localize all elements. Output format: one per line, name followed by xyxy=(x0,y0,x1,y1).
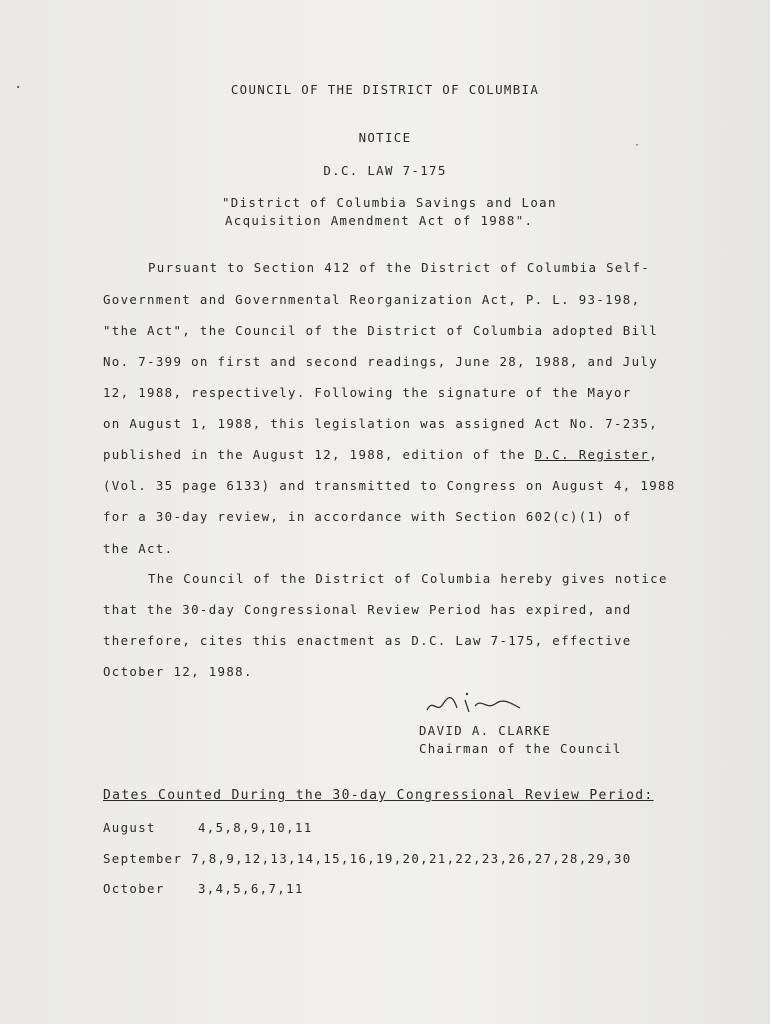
dates-row-september xyxy=(103,851,632,866)
scan-speck: · xyxy=(14,80,23,96)
month-label: August xyxy=(103,820,156,835)
paragraph-1-line-1: Pursuant to Section 412 of the District of Columbia Self- xyxy=(148,260,651,275)
paragraph-1-line-7 xyxy=(103,447,658,462)
notice-heading: NOTICE xyxy=(358,130,412,145)
paragraph-1-line-2: Government and Governmental Reorganization Act, P. L. 93-198, xyxy=(103,292,641,307)
dates-heading: Dates Counted During the 30-day Congressional Review Period: xyxy=(103,788,654,803)
paragraph-1-line-6: on August 1, 1988, this legislation was assigned Act No. 7-235, xyxy=(103,416,659,431)
act-title-line-2: Acquisition Amendment Act of 1988". xyxy=(225,213,534,228)
days-list: 3,4,5,6,7,11 xyxy=(198,881,304,896)
signatory-name: DAVID A. CLARKE xyxy=(419,723,552,738)
month-label: September xyxy=(103,851,183,866)
paragraph-2-line-4: October 12, 1988. xyxy=(103,664,253,679)
paragraph-1-line-8: (Vol. 35 page 6133) and transmitted to Congress on August 4, 1988 xyxy=(103,478,676,493)
published-text: published in the August 12, 1988, edition of the xyxy=(103,447,535,462)
dates-row-august xyxy=(103,820,313,835)
act-title-line-1: "District of Columbia Savings and Loan xyxy=(222,195,557,210)
scan-speck: · xyxy=(634,140,641,151)
dc-register-underlined: D.C. Register xyxy=(534,447,650,462)
days-list: 7,8,9,12,13,14,15,16,19,20,21,22,23,26,27,28,29,30 xyxy=(191,851,632,866)
paragraph-2-line-2: that the 30-day Congressional Review Period has expired, and xyxy=(103,602,632,617)
paragraph-2-line-3: therefore, cites this enactment as D.C. Law 7-175, effective xyxy=(103,633,632,648)
paragraph-1-line-5: 12, 1988, respectively. Following the signature of the Mayor xyxy=(103,385,632,400)
signatory-title: Chairman of the Council xyxy=(419,741,622,756)
paragraph-1-line-10: the Act. xyxy=(103,541,174,556)
month-label: October xyxy=(103,881,165,896)
handwritten-signature xyxy=(425,690,535,720)
paragraph-1-line-4: No. 7-399 on first and second readings, June 28, 1988, and July xyxy=(103,354,659,369)
law-number: D.C. LAW 7-175 xyxy=(323,163,447,178)
council-heading: COUNCIL OF THE DISTRICT OF COLUMBIA xyxy=(230,82,540,97)
paragraph-1-line-9: for a 30-day review, in accordance with Section 602(c)(1) of xyxy=(103,509,632,524)
published-comma: , xyxy=(649,447,659,462)
paragraph-1-line-3: "the Act", the Council of the District of Columbia adopted Bill xyxy=(103,323,659,338)
dates-row-october xyxy=(103,881,304,896)
paragraph-2-line-1: The Council of the District of Columbia hereby gives notice xyxy=(148,571,668,586)
days-list: 4,5,8,9,10,11 xyxy=(198,820,313,835)
